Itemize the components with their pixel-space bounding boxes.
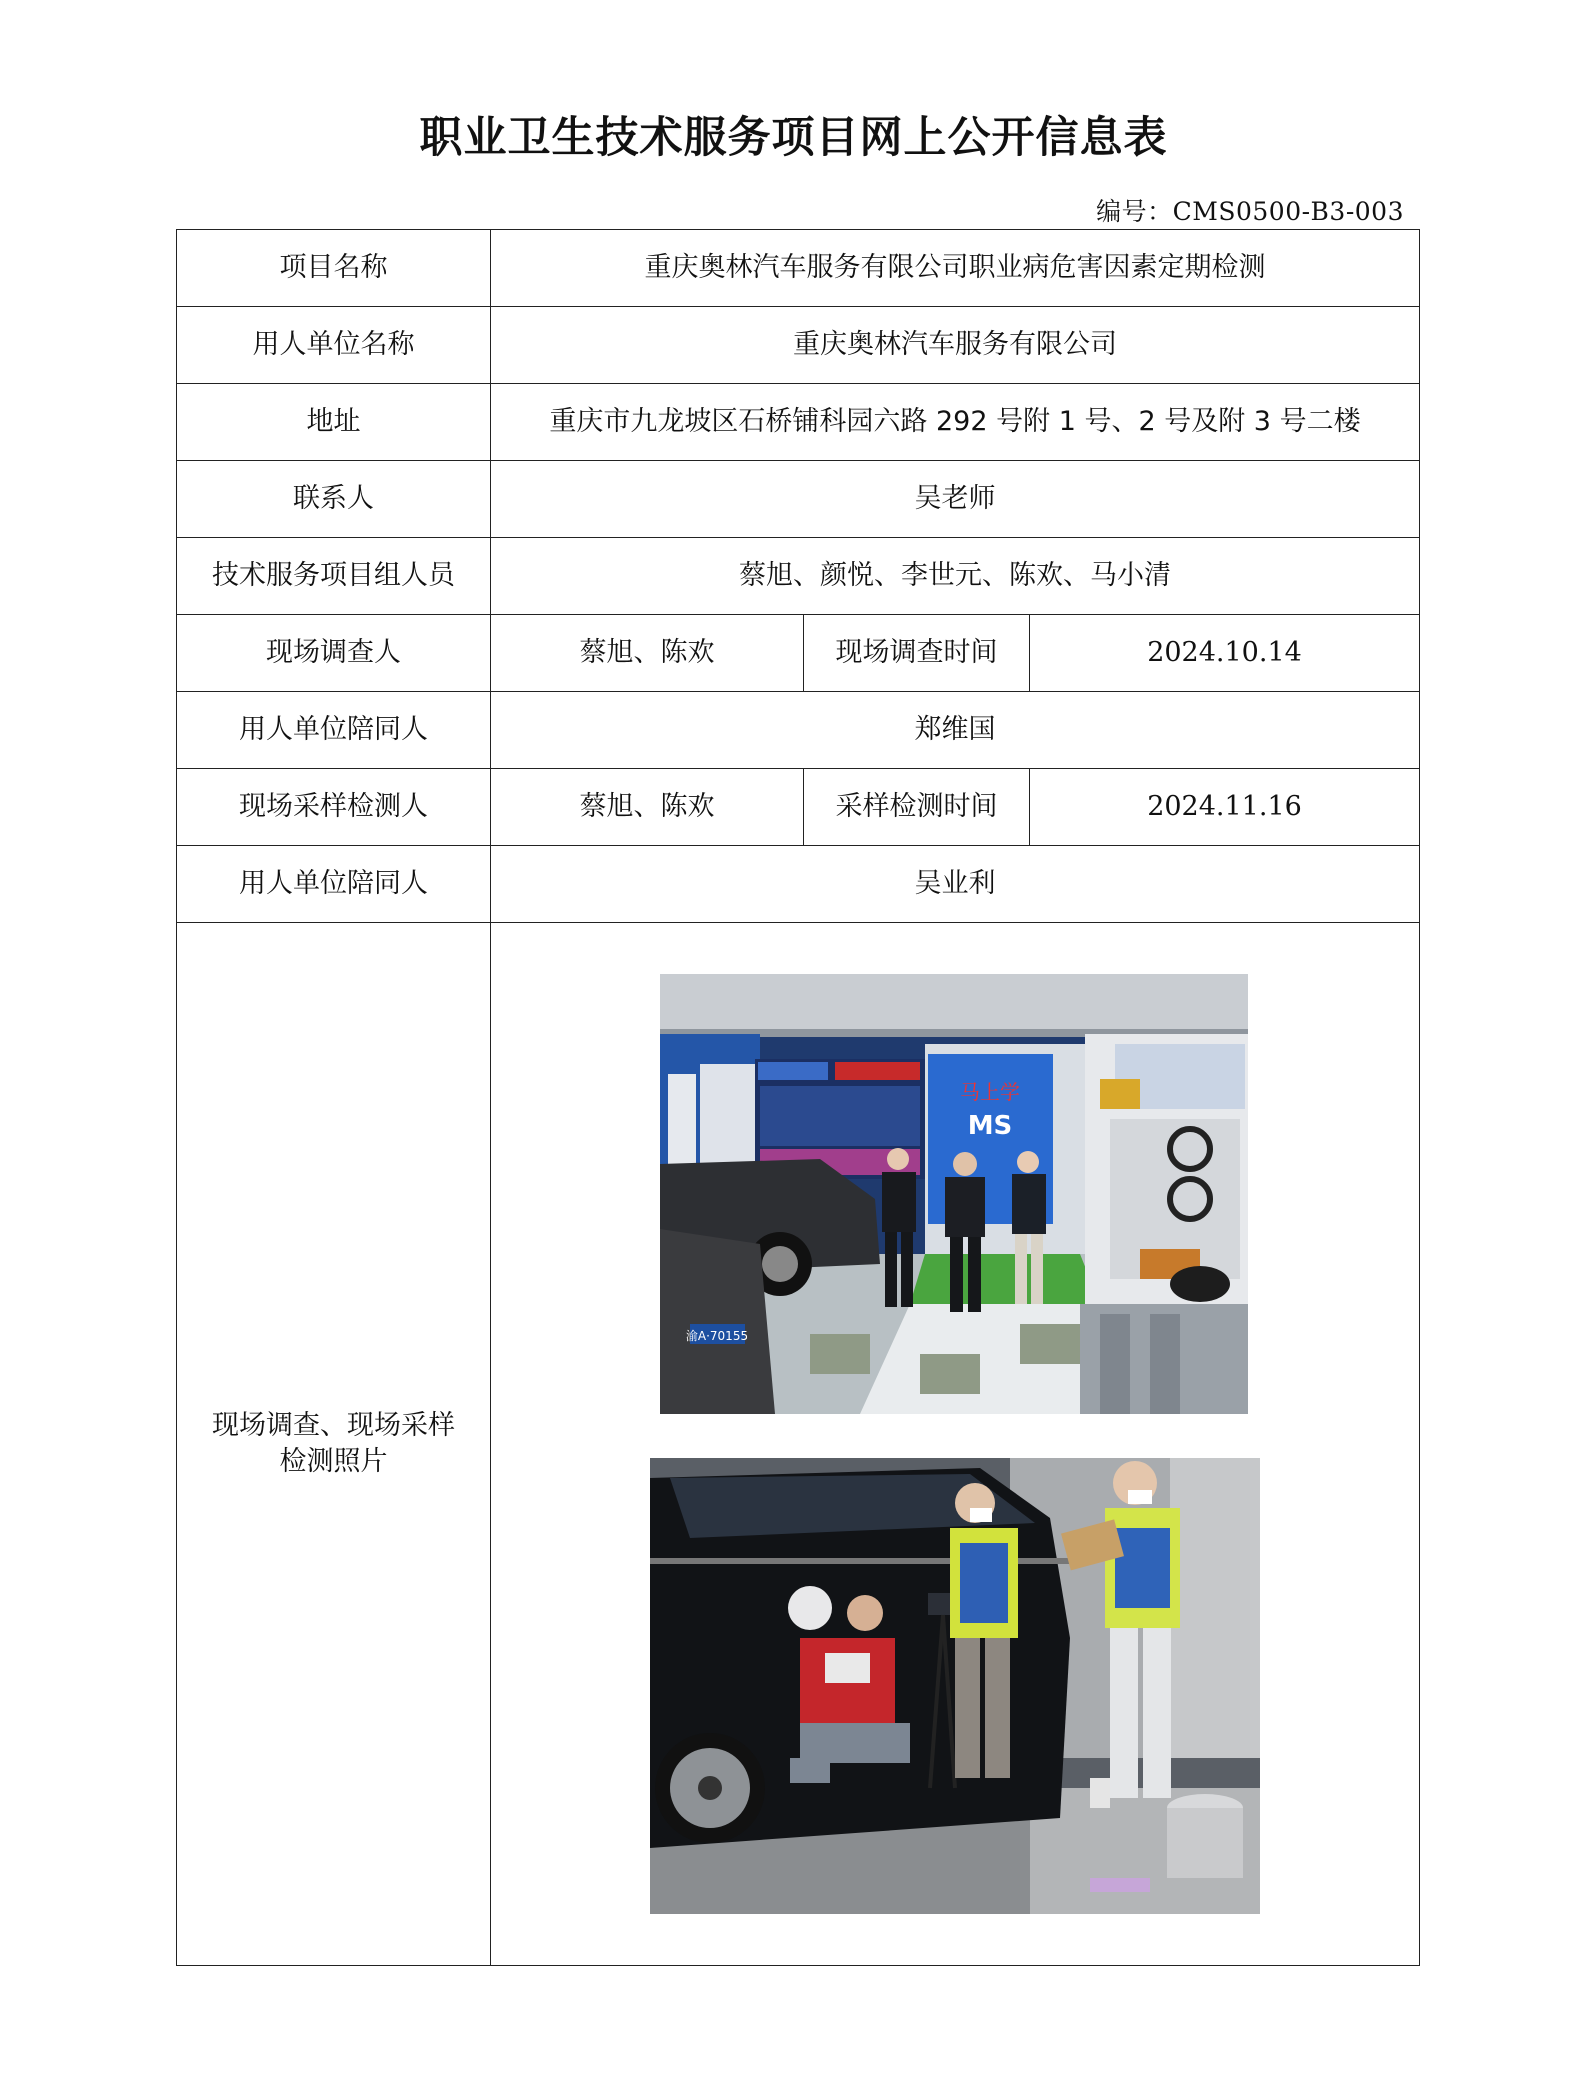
survey-value: 蔡旭、陈欢 xyxy=(491,615,804,692)
document-code: 编号：CMS0500-B3-003 xyxy=(1096,197,1404,226)
sampling-companion-label: 用人单位陪同人 xyxy=(177,846,491,923)
sampling-value: 蔡旭、陈欢 xyxy=(491,769,804,846)
team-label: 技术服务项目组人员 xyxy=(177,538,491,615)
row-contact xyxy=(177,461,1420,538)
survey-label: 现场调查人 xyxy=(177,615,491,692)
address-value: 重庆市九龙坡区石桥铺科园六路 292 号附 1 号、2 号及附 3 号二楼 xyxy=(491,384,1420,461)
survey-photo xyxy=(660,974,1248,1414)
employer-name-label: 用人单位名称 xyxy=(177,307,491,384)
survey-companion-label: 用人单位陪同人 xyxy=(177,692,491,769)
survey-time-label: 现场调查时间 xyxy=(804,615,1030,692)
row-address xyxy=(177,384,1420,461)
employer-name-value: 重庆奥林汽车服务有限公司 xyxy=(491,307,1420,384)
row-photos xyxy=(177,923,1420,1966)
row-survey xyxy=(177,615,1420,692)
sampling-photo xyxy=(650,1458,1260,1914)
sampling-time-value: 2024.11.16 xyxy=(1030,769,1420,846)
sampling-companion-value: 吴业利 xyxy=(491,846,1420,923)
photos-cell xyxy=(491,923,1420,1966)
info-table xyxy=(176,229,1420,1966)
project-name-value: 重庆奥林汽车服务有限公司职业病危害因素定期检测 xyxy=(491,230,1420,307)
row-employer-name xyxy=(177,307,1420,384)
photos-label: 现场调查、现场采样检测照片 xyxy=(177,923,491,1966)
survey-companion-value: 郑维国 xyxy=(491,692,1420,769)
row-sampling-companion xyxy=(177,846,1420,923)
sampling-time-label: 采样检测时间 xyxy=(804,769,1030,846)
contact-value: 吴老师 xyxy=(491,461,1420,538)
project-name-label: 项目名称 xyxy=(177,230,491,307)
row-sampling xyxy=(177,769,1420,846)
row-team xyxy=(177,538,1420,615)
row-survey-companion xyxy=(177,692,1420,769)
document-title: 职业卫生技术服务项目网上公开信息表 xyxy=(419,113,1168,163)
sign-logo: MS xyxy=(967,1111,1013,1141)
sign-text: 马上学 xyxy=(960,1080,1020,1104)
address-label: 地址 xyxy=(177,384,491,461)
row-project-name xyxy=(177,230,1420,307)
plate-text: 渝A·70155 xyxy=(685,1329,749,1343)
contact-label: 联系人 xyxy=(177,461,491,538)
sampling-label: 现场采样检测人 xyxy=(177,769,491,846)
survey-time-value: 2024.10.14 xyxy=(1030,615,1420,692)
team-value: 蔡旭、颜悦、李世元、陈欢、马小清 xyxy=(491,538,1420,615)
